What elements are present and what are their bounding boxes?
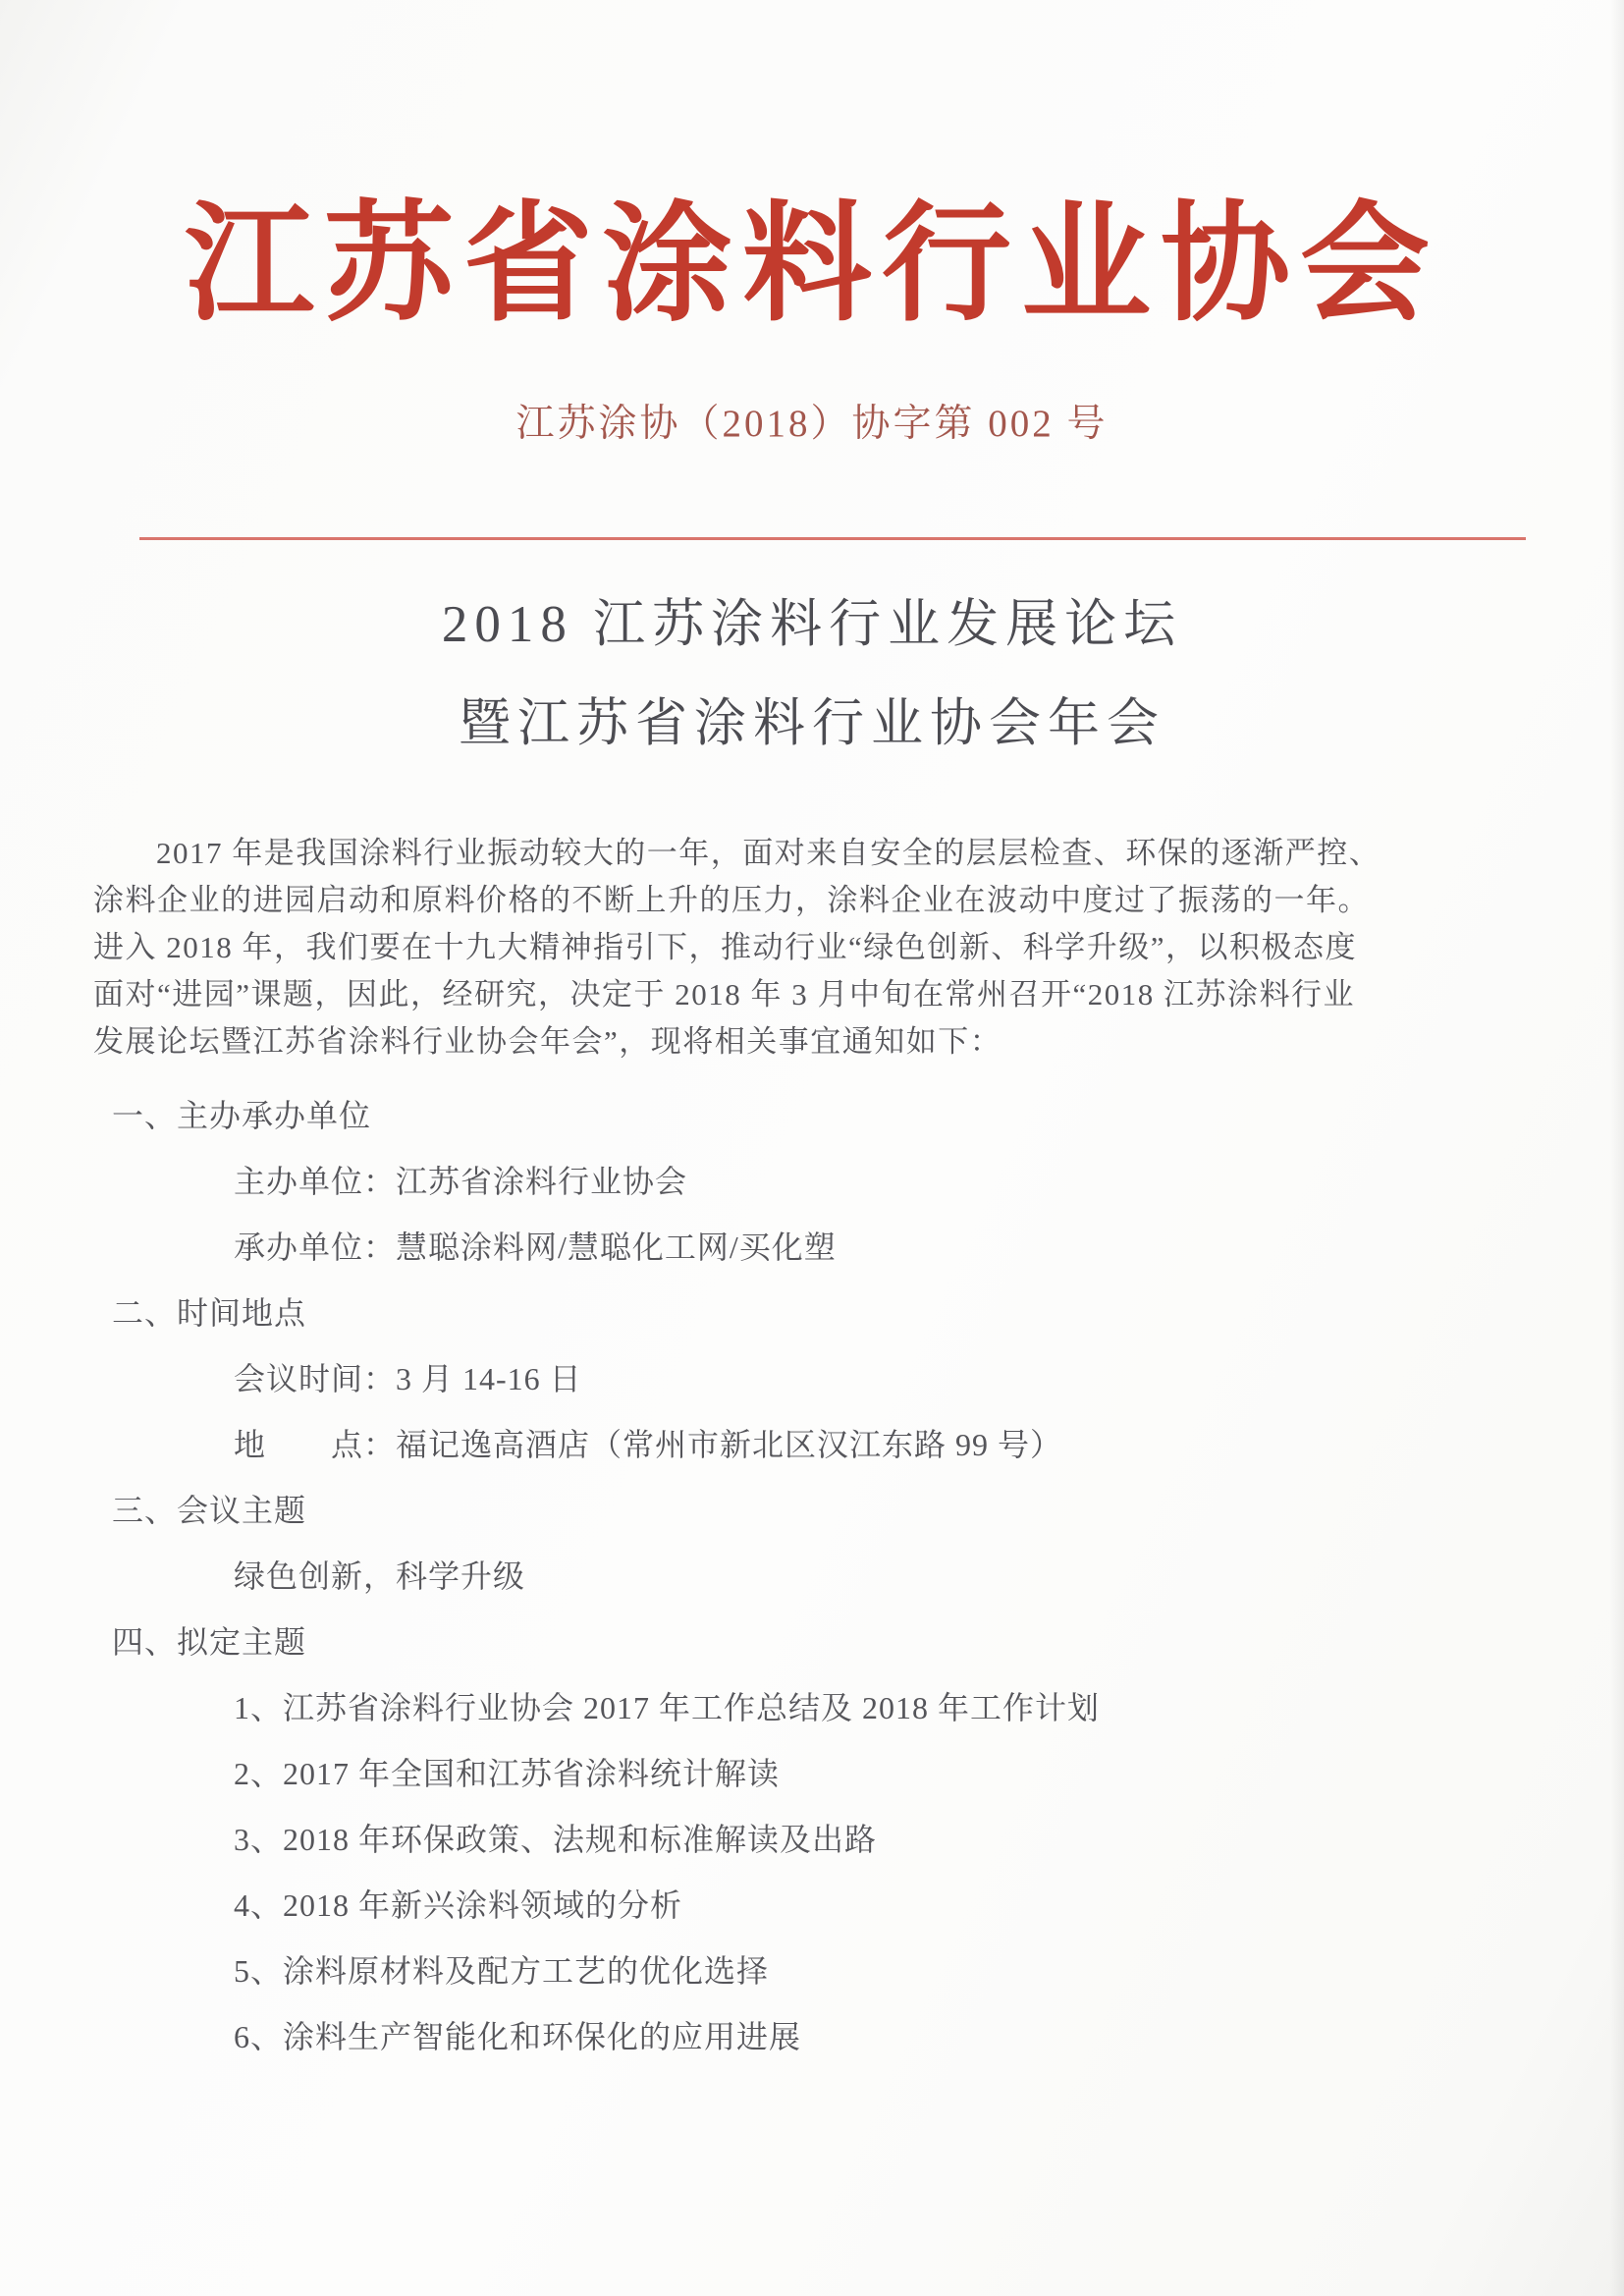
outline-section-2: 二、时间地点 (112, 1295, 307, 1331)
conference-title-line1: 2018 江苏涂料行业发展论坛 (441, 596, 1183, 653)
outline-meeting-location: 地 点：福记逸高酒店（常州市新北区汉江东路 99 号） (234, 1427, 1063, 1462)
outline-topic-5: 5、涂料原材料及配方工艺的优化选择 (234, 1953, 770, 1989)
outline-topic-4: 4、2018 年新兴涂料领域的分析 (234, 1887, 683, 1923)
document-reference-number: 江苏涂协（2018）协字第 002 号 (515, 403, 1109, 445)
outline-section-4: 四、拟定主题 (112, 1624, 307, 1660)
red-divider-line (139, 537, 1526, 540)
outline-organizer-unit: 承办单位：慧聪涂料网/慧聪化工网/买化塑 (234, 1230, 837, 1265)
paragraph-line: 面对“进园”课题，因此，经研究，决定于 2018 年 3 月中旬在常州召开“2018 江苏涂料行业 (93, 977, 1356, 1011)
outline-topic-1: 1、江苏省涂料行业协会 2017 年工作总结及 2018 年工作计划 (234, 1690, 1101, 1725)
outline-section-3: 三、会议主题 (112, 1493, 307, 1528)
outline-meeting-theme: 绿色创新，科学升级 (234, 1558, 526, 1594)
paragraph-line: 2017 年是我国涂料行业振动较大的一年，面对来自安全的层层检查、环保的逐渐严控、 (156, 836, 1381, 870)
conference-title-line2: 暨江苏省涂料行业协会年会 (459, 695, 1165, 752)
outline-topic-2: 2、2017 年全国和江苏省涂料统计解读 (234, 1756, 781, 1791)
intro-paragraph (93, 830, 1488, 1066)
document-outline (0, 1083, 1624, 2070)
organization-title: 江苏省涂料行业协会 (185, 192, 1439, 337)
outline-section-1: 一、主办承办单位 (112, 1098, 372, 1133)
outline-topic-3: 3、2018 年环保政策、法规和标准解读及出路 (234, 1822, 878, 1857)
outline-host-unit: 主办单位：江苏省涂料行业协会 (234, 1164, 688, 1199)
paragraph-line: 涂料企业的进园启动和原料价格的不断上升的压力，涂料企业在波动中度过了振荡的一年。 (93, 883, 1370, 917)
outline-topic-6: 6、涂料生产智能化和环保化的应用进展 (234, 2019, 802, 2054)
outline-meeting-time: 会议时间：3 月 14-16 日 (234, 1361, 582, 1396)
paragraph-line: 进入 2018 年，我们要在十九大精神指引下，推动行业“绿色创新、科学升级”，以积极态度 (93, 930, 1358, 964)
paragraph-line: 发展论坛暨江苏省涂料行业协会年会”，现将相关事宜通知如下： (93, 1024, 1002, 1059)
